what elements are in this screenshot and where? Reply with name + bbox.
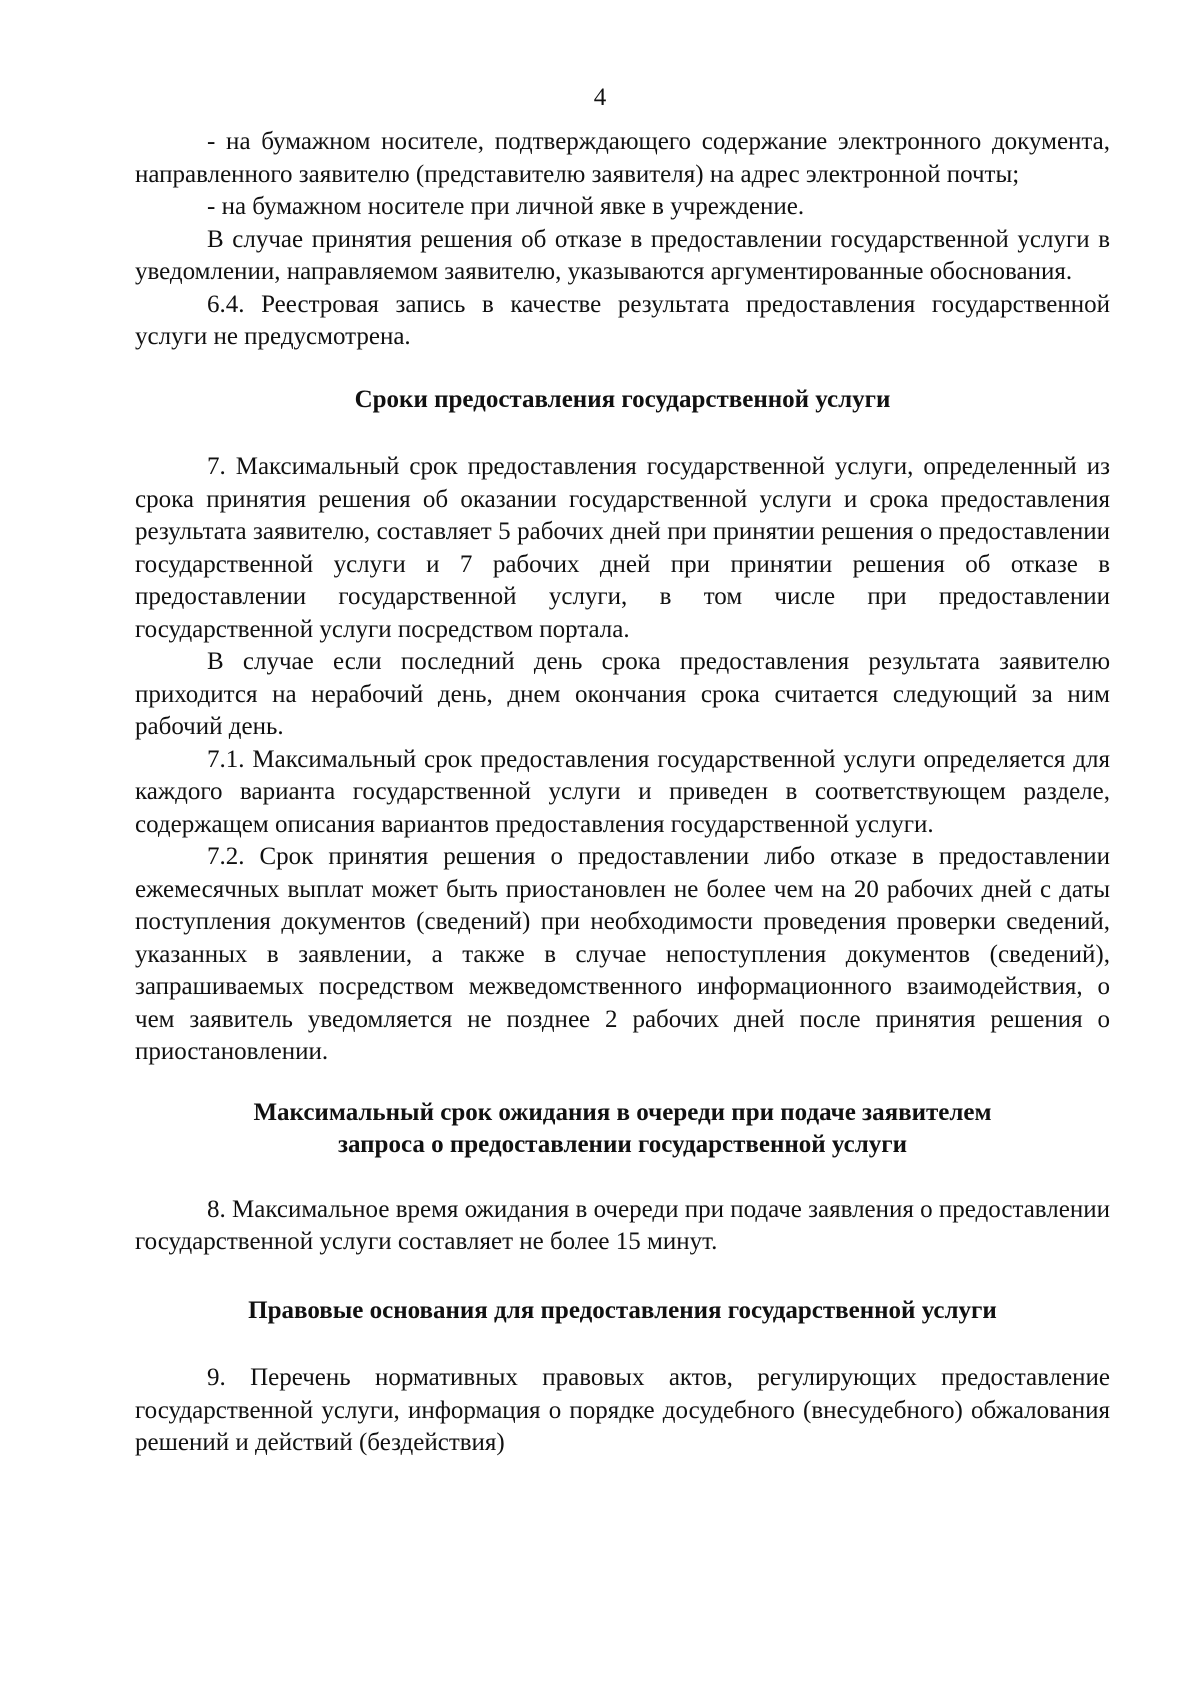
paragraph-8: 8. Максимальное время ожидания в очереди при подаче заявления о предоставлении государственной услуги составляет не более 15 минут. <box>135 1195 1110 1255</box>
document-body <box>135 126 1110 1460</box>
paragraph-7: 7. Максимальный срок предоставления государственной услуги, определенный из срока принятия решения об оказании государственной услуги и срока предоставления результата заявителю, составляет 5 рабочих дней при принятии решения о предоставлении государственной услуги и 7 рабочих дней при принятии решения об отказе в предоставлении государственной услуги, в том числе при предоставлении государственной услуги посредством портала. <box>135 453 1110 643</box>
paragraph-6-4: 6.4. Реестровая запись в качестве результата предоставления государственной услуги не предусмотрена. <box>135 290 1110 350</box>
paragraph-refusal-notice: В случае принятия решения об отказе в предоставлении государственной услуги в уведомлении, направляемом заявителю, указываются аргументированные обоснования. <box>135 225 1110 285</box>
paragraph-7-1: 7.1. Максимальный срок предоставления государственной услуги определяется для каждого варианта государственной услуги и приведен в соответствующем разделе, содержащем описания вариантов предоставления государственной услуги. <box>135 745 1110 838</box>
heading-legal: Правовые основания для предоставления государственной услуги <box>248 1296 997 1324</box>
heading-queue-line2: запроса о предоставлении государственной услуги <box>337 1130 908 1158</box>
heading-terms: Сроки предоставления государственной услуги <box>354 385 891 413</box>
paragraph-9: 9. Перечень нормативных правовых актов, регулирующих предоставление государственной услуги, информация о порядке досудебного (внесудебного) обжалования решений и действий (бездействия) <box>135 1364 1110 1456</box>
paragraph-7-2: 7.2. Срок принятия решения о предоставлении либо отказе в предоставлении ежемесячных выплат может быть приостановлен не более чем на 20 рабочих дней с даты поступления документов (сведений) при необходимости проведения проверки сведений, указанных в заявлении, а также в случае непоступления документов (сведений), запрашиваемых посредством межведомственного информационного взаимодействия, о чем заявитель уведомляется не позднее 2 рабочих дней после принятия решения о приостановлении. <box>135 843 1110 1065</box>
paragraph-paper-email: - на бумажном носителе, подтверждающего содержание электронного документа, направленного заявителю (представителю заявителя) на адрес электронной почты; <box>135 128 1110 188</box>
page-number: 4 <box>593 84 607 111</box>
heading-queue <box>135 1097 1110 1161</box>
paragraph-paper-personal: - на бумажном носителе при личной явке в учреждение. <box>207 193 805 220</box>
heading-queue-line1: Максимальный срок ожидания в очереди при подаче заявителем <box>253 1098 992 1126</box>
paragraph-7-holiday: В случае если последний день срока предоставления результата заявителю приходится на нерабочий день, днем окончания срока считается следующий за ним рабочий день. <box>135 648 1110 740</box>
